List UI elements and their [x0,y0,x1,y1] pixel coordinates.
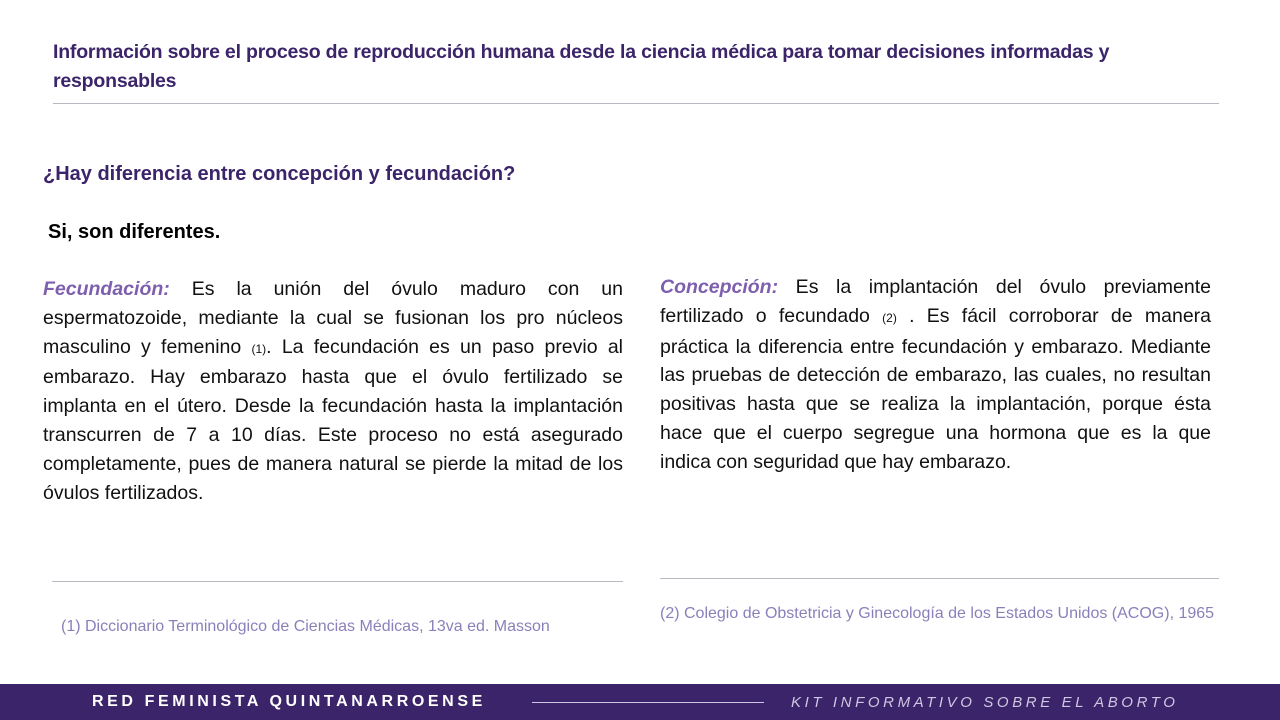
section-question: ¿Hay diferencia entre concepción y fecundación? [43,163,516,185]
footer-bar [0,684,1280,720]
section-answer: Si, son diferentes. [48,221,221,243]
concepcion-paragraph [660,273,1211,477]
footnote-2: (2) Colegio de Obstetricia y Ginecología de los Estados Unidos (ACOG), 1965 [660,605,1215,622]
footer-organization: RED FEMINISTA QUINTANARROENSE [92,693,486,710]
concepcion-ref: (2) [882,310,897,325]
fecundacion-text-2: . La fecundación es un paso previo al embarazo. Hay embarazo hasta que el óvulo fertilizado se implanta en el útero. Desde la fecundación hasta la implantación transcurren de 7 a 10 días. Este proceso no está asegurado completamente, pues de manera natural se pierde la mitad de los óvulos fertilizados. [43,335,624,504]
footer-kit-title: KIT INFORMATIVO SOBRE EL ABORTO [791,694,1179,711]
fecundacion-paragraph [43,275,623,507]
fecundacion-term: Fecundación: [43,278,170,300]
fecundacion-text-1: Es la unión del óvulo maduro con un espermatozoide, mediante la cual se fusionan los pro núcleos masculino y femenino [43,278,623,358]
concepcion-text-1: Es la implantación del óvulo previamente fertilizado o fecundado [660,276,1211,327]
footer-divider-line [532,702,764,703]
footnote-divider-right [660,578,1219,579]
concepcion-term: Concepción: [660,276,779,298]
footnote-1: (1) Diccionario Terminológico de Ciencias Médicas, 13va ed. Masson [61,618,550,635]
footnote-divider-left [52,581,623,582]
header-divider [53,103,1219,104]
concepcion-text-2: . Es fácil corroborar de manera práctica la diferencia entre fecundación y embarazo. Mediante las pruebas de detección de embarazo, las cuales, no resultan positivas hasta que se realiza la implantación, porque ésta hace que el cuerpo segregue una hormona que es la que indica con seguridad que hay embarazo. [660,304,1211,473]
fecundacion-ref: (1) [251,341,267,356]
page-title: Información sobre el proceso de reproducción humana desde la ciencia médica para tomar decisiones informadas y responsables [53,41,1110,92]
